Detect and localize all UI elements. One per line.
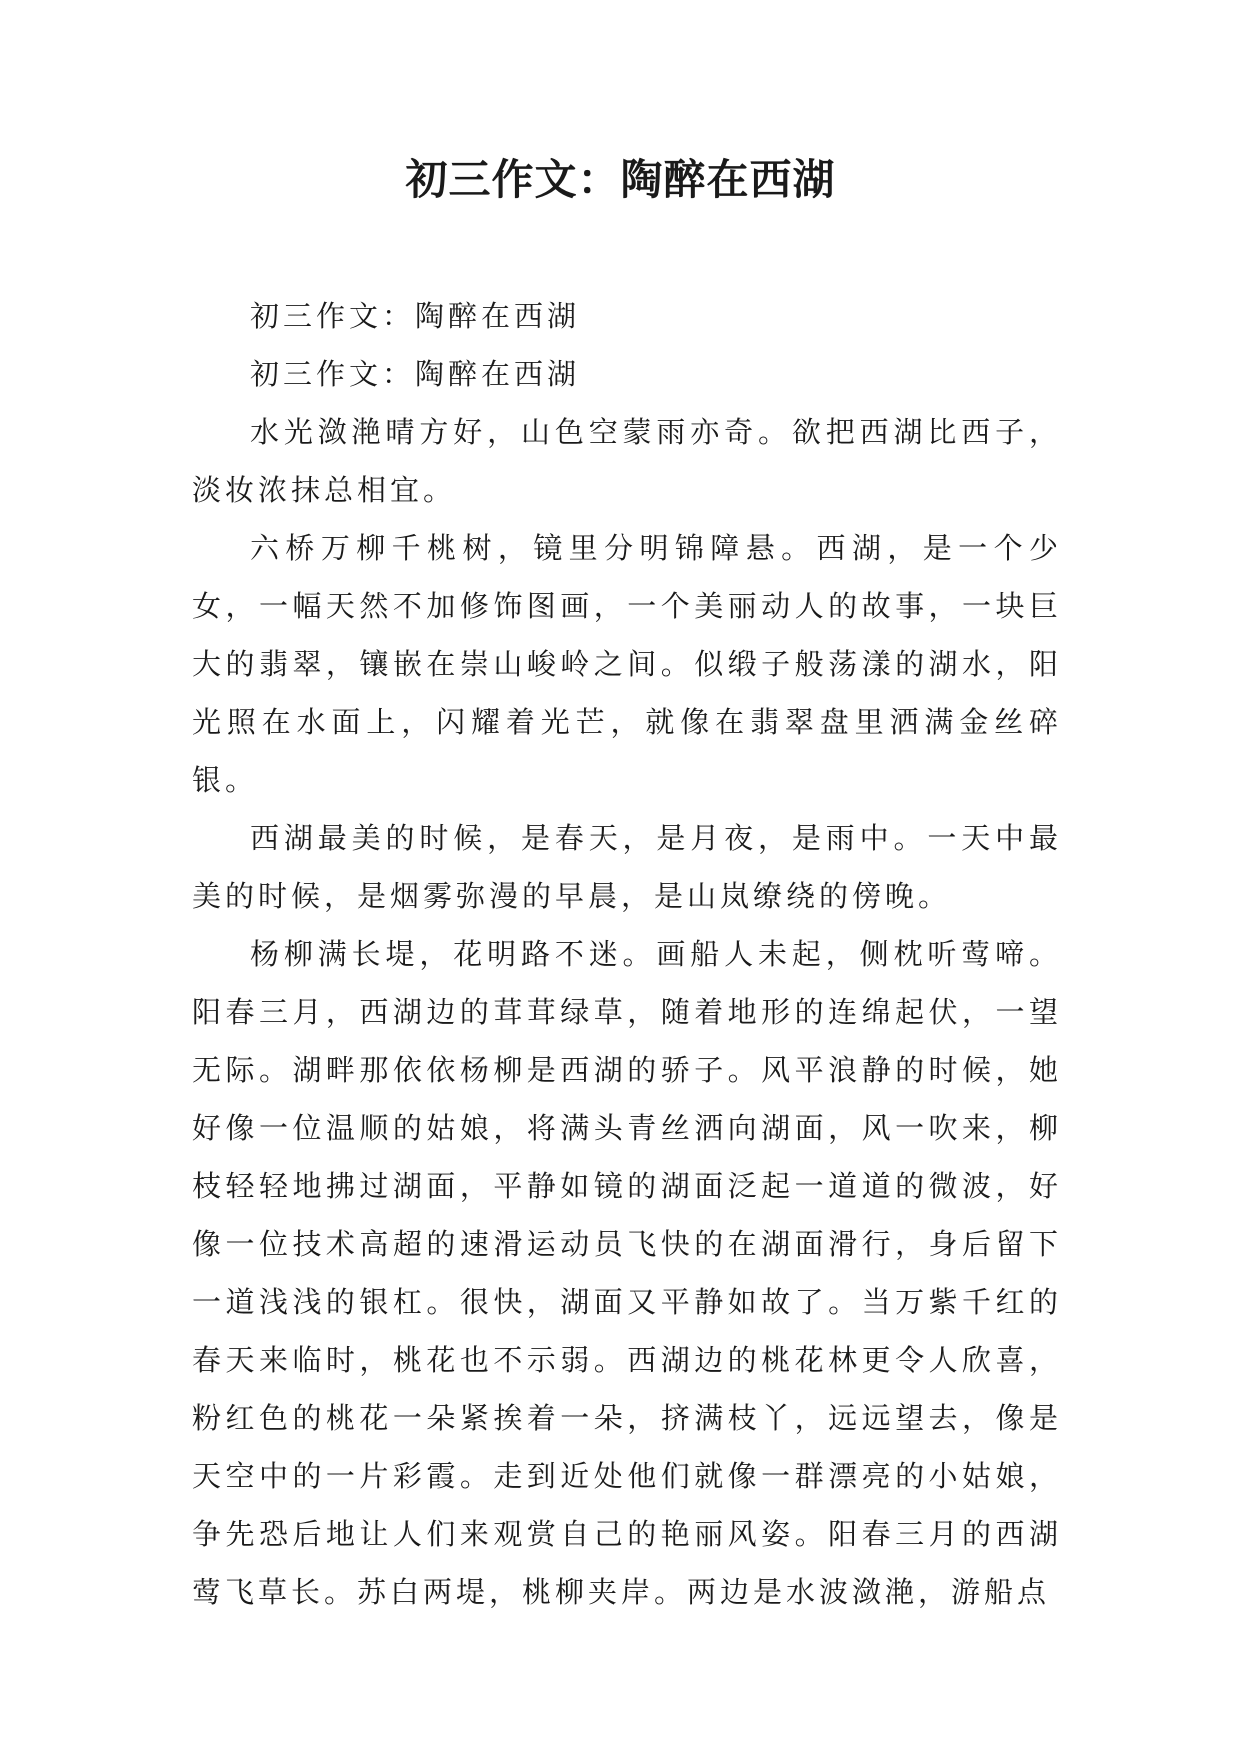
document-body — [192, 287, 1062, 1621]
document-title: 初三作文：陶醉在西湖 — [405, 155, 836, 204]
paragraph: 杨柳满长堤，花明路不迷。画船人未起，侧枕听莺啼。阳春三月，西湖边的茸茸绿草，随着地形的连绵起伏，一望无际。湖畔那依依杨柳是西湖的骄子。风平浪静的时候，她好像一位温顺的姑娘，将满头青丝洒向湖面，风一吹来，柳枝轻轻地拂过湖面，平静如镜的湖面泛起一道道的微波，好像一位技术高超的速滑运动员飞快的在湖面滑行，身后留下一道浅浅的银杠。很快，湖面又平静如故了。当万紫千红的春天来临时，桃花也不示弱。西湖边的桃花林更令人欣喜，粉红色的桃花一朵紧挨着一朵，挤满枝丫，远远望去，像是天空中的一片彩霞。走到近处他们就像一群漂亮的小姑娘，争先恐后地让人们来观赏自己的艳丽风姿。阳春三月的西湖莺飞草长。苏白两堤，桃柳夹岸。两边是水波潋滟，游船点 — [192, 937, 1062, 1609]
paragraph: 六桥万柳千桃树，镜里分明锦障悬。西湖，是一个少女，一幅天然不加修饰图画，一个美丽动人的故事，一块巨大的翡翠，镶嵌在崇山峻岭之间。似缎子般荡漾的湖水，阳光照在水面上，闪耀着光芒，就像在翡翠盘里洒满金丝碎银。 — [192, 531, 1062, 797]
paragraph: 初三作文：陶醉在西湖 — [250, 299, 581, 333]
paragraph: 初三作文：陶醉在西湖 — [250, 357, 581, 391]
paragraph: 西湖最美的时候，是春天，是月夜，是雨中。一天中最美的时候，是烟雾弥漫的早晨，是山岚缭绕的傍晚。 — [192, 821, 1062, 913]
paragraph: 水光潋滟晴方好，山色空蒙雨亦奇。欲把西湖比西子，淡妆浓抹总相宜。 — [192, 415, 1062, 507]
